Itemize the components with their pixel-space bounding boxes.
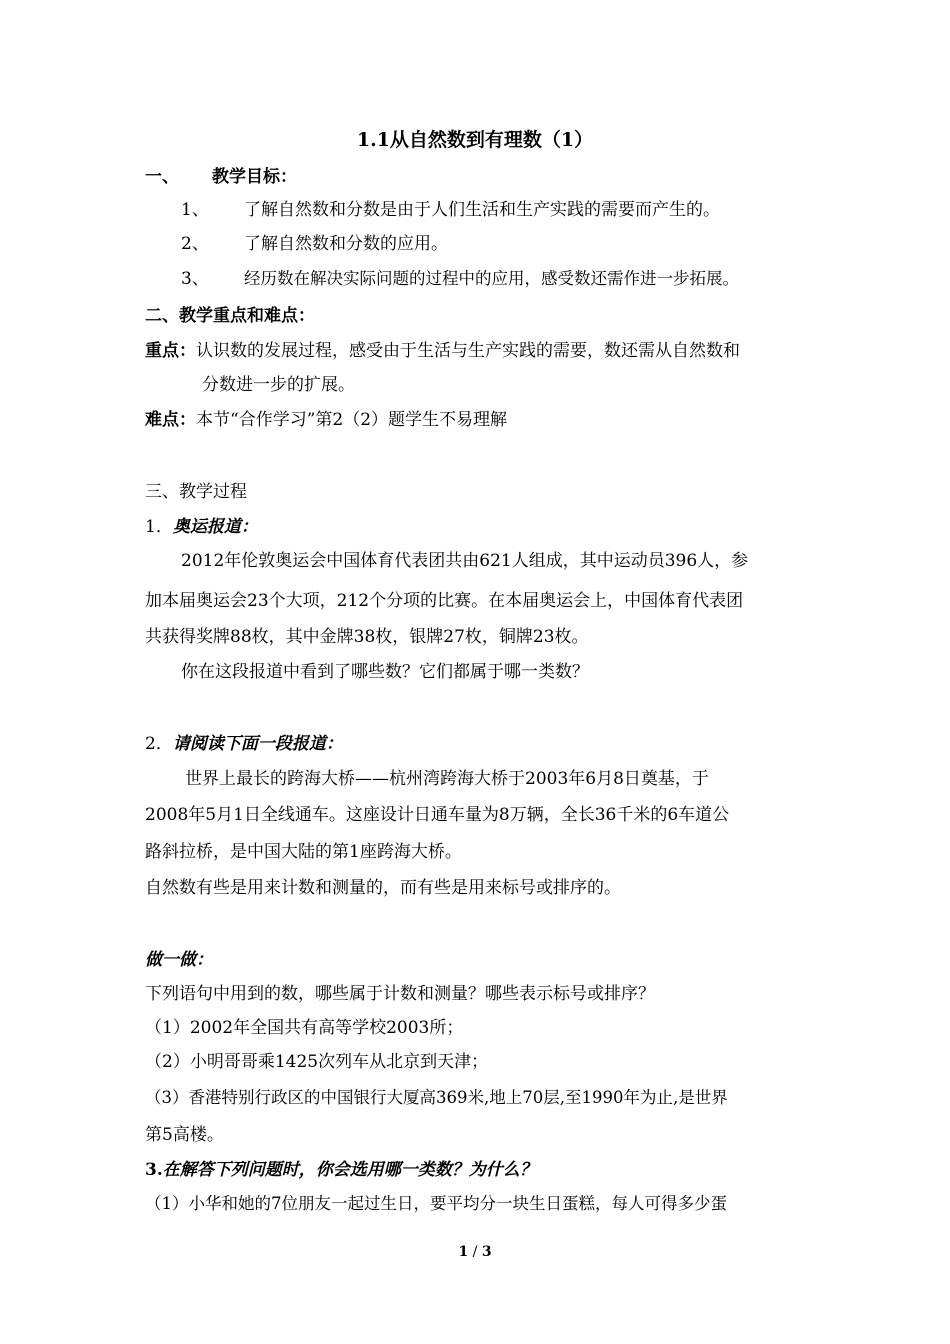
try-it-item: 第5高楼。: [145, 1125, 224, 1145]
olympic-question: 你在这段报道中看到了哪些数？它们都属于哪一类数？: [181, 662, 589, 682]
try-it-title: 做一做：: [145, 950, 213, 970]
section2-heading: 二、教学重点和难点：: [145, 306, 315, 326]
difficult-point: [145, 409, 507, 431]
try-it-item: （3）香港特别行政区的中国银行大厦高369米,地上70层,至1990年为止,是世界: [145, 1088, 728, 1107]
objective-number: 1、: [181, 200, 209, 220]
part3-title: 在解答下列问题时，你会选用哪一类数？为什么？: [162, 1160, 537, 1180]
page-title: 1.1从自然数到有理数（1）: [356, 129, 594, 151]
objective-item: [181, 233, 448, 255]
part3-item: （1）小华和她的7位朋友一起过生日，要平均分一块生日蛋糕，每人可得多少蛋: [145, 1194, 727, 1213]
key-point-text: 认识数的发展过程，感受由于生活与生产实践的需要，数还需从自然数和: [196, 341, 740, 361]
page-separator: /: [468, 1244, 482, 1260]
olympic-paragraph-line: 2012年伦敦奥运会中国体育代表团共由621人组成，其中运动员396人，参: [181, 551, 749, 571]
part3-heading: [145, 1159, 537, 1181]
section3-heading: 三、教学过程: [145, 482, 247, 502]
objective-number: 2、: [181, 234, 209, 254]
try-it-item: （1）2002年全国共有高等学校2003所；: [145, 1018, 464, 1038]
key-point-label: 重点：: [145, 341, 196, 361]
objective-item: [181, 199, 720, 221]
bridge-paragraph-line: 路斜拉桥，是中国大陆的第1座跨海大桥。: [145, 842, 462, 862]
objective-text: 了解自然数和分数是由于人们生活和生产实践的需要而产生的。: [244, 200, 720, 220]
olympic-paragraph-line: 加本届奥运会23个大项，212个分项的比赛。在本届奥运会上，中国体育代表团: [145, 591, 744, 611]
part2-title: 请阅读下面一段报道：: [172, 734, 343, 754]
difficult-point-label: 难点：: [145, 410, 196, 430]
difficult-point-text: 本节“合作学习”第2（2）题学生不易理解: [196, 410, 508, 430]
current-page: 1: [458, 1244, 469, 1260]
natural-number-note: 自然数有些是用来计数和测量的，而有些是用来标号或排序的。: [145, 878, 621, 898]
page-number: [0, 1241, 950, 1263]
total-pages: 3: [481, 1244, 492, 1260]
part3-number: 3.: [145, 1160, 163, 1180]
part1-number: 1．: [145, 517, 173, 537]
key-point: [145, 340, 740, 362]
bridge-paragraph-line: 世界上最长的跨海大桥——杭州湾跨海大桥于2003年6月8日奠基，于: [185, 769, 709, 789]
try-it-intro: 下列语句中用到的数，哪些属于计数和测量？哪些表示标号或排序？: [145, 984, 655, 1004]
part1-title: 奥运报道：: [172, 517, 258, 537]
bridge-paragraph-line: 2008年5月1日全线通车。这座设计日通车量为8万辆，全长36千米的6车道公: [145, 805, 730, 825]
try-it-item: （2）小明哥哥乘1425次列车从北京到天津；: [145, 1052, 489, 1072]
objective-item: [181, 268, 739, 290]
objective-text: 经历数在解决实际问题的过程中的应用，感受数还需作进一步拓展。: [244, 269, 739, 288]
objective-text: 了解自然数和分数的应用。: [244, 234, 448, 254]
section1-title: 教学目标：: [212, 167, 297, 187]
objective-number: 3、: [181, 269, 209, 289]
part1-heading: [145, 516, 258, 538]
olympic-paragraph-line: 共获得奖牌88枚，其中金牌38枚，银牌27枚，铜牌23枚。: [145, 627, 589, 647]
part2-number: 2．: [145, 734, 173, 754]
part2-heading: [145, 733, 343, 755]
key-point-continued: 分数进一步的扩展。: [202, 375, 355, 395]
section1-number: 一、: [145, 167, 179, 187]
section1-heading: [145, 166, 297, 188]
